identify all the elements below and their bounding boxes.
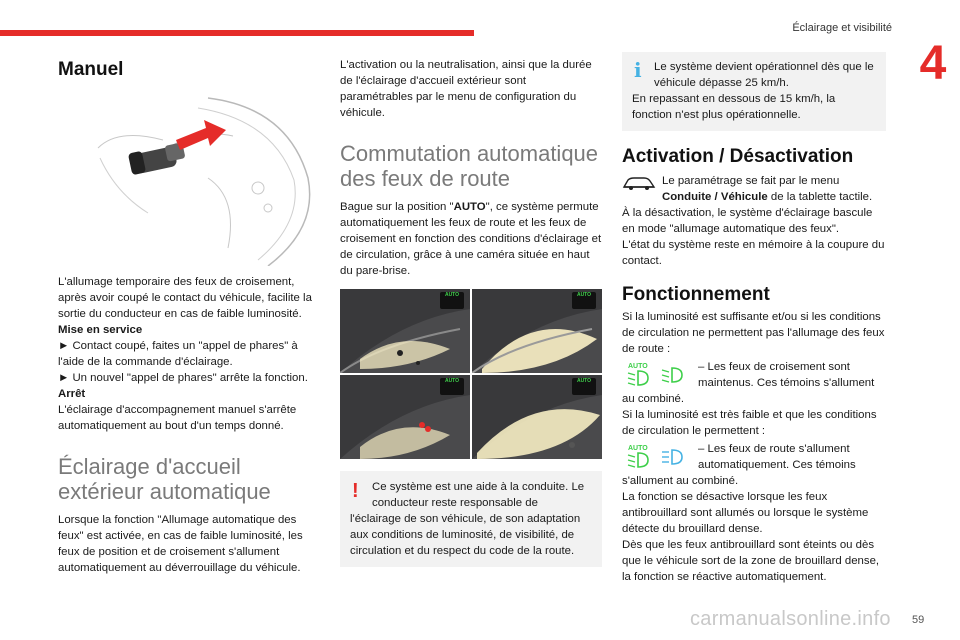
svg-text:AUTO: AUTO — [628, 363, 648, 370]
info-rest: En repassant en dessous de 15 km/h, la fonction n'est plus opérationnelle. — [632, 93, 836, 121]
telltale-badge: AUTO — [440, 292, 464, 309]
watermark: carmanualsonline.info — [690, 608, 891, 630]
warning-first-lines: Ce système est une aide à la conduite. Le conducteur reste responsable de — [372, 481, 585, 509]
info-box — [622, 52, 886, 131]
photo-low-beam-following — [340, 375, 470, 459]
manuel-step-2: ► Un nouvel "appel de phares" arrête la fonction. — [58, 372, 308, 384]
header-accent-bar — [0, 30, 474, 36]
chapter-number: 4 — [919, 37, 947, 90]
photo-high-beam-empty-road — [472, 289, 602, 373]
bullet-low-beam-text: – Les feux de croisement sont maintenus. Ces témoins s'allument — [698, 361, 875, 389]
telltale-badge: AUTO — [572, 292, 596, 309]
warning-icon: ! — [352, 480, 359, 502]
section-title: Éclairage et visibilité — [792, 22, 892, 34]
arret-label: Arrêt — [58, 388, 86, 400]
heading-fonctionnement: Fonctionnement — [622, 284, 770, 305]
accueil-config-text: L'activation ou la neutralisation, ainsi que la durée de l'éclairage d'accueil extérieur sont paramétrables par le menu de configuration du véhicule. — [340, 59, 592, 119]
info-icon: i — [634, 58, 642, 82]
reactivation-text: Dès que les feux antibrouillard sont éteints ou dès que le véhicule sort de la zone de brouillard dense, la fonction se réactive automatiquement. — [622, 539, 880, 583]
svg-text:AUTO: AUTO — [628, 445, 648, 452]
photo-high-beam-curve — [472, 375, 602, 459]
photo-low-beam-oncoming — [340, 289, 470, 373]
column-2 — [340, 52, 602, 567]
memory-text: L'état du système reste en mémoire à la coupure du contact. — [622, 239, 885, 267]
headlight-photo-grid — [340, 289, 602, 459]
manuel-step-1: ► Contact coupé, faites un "appel de phares" à l'aide de la commande d'éclairage. — [58, 340, 298, 368]
warning-rest: l'éclairage de son véhicule, de son adaptation aux conditions de luminosité, de visibilité, de circulation et du respect du code de la route. — [350, 513, 581, 557]
bullet-high-beam-row — [622, 441, 886, 473]
heading-manuel: Manuel — [58, 59, 124, 80]
bullet-low-beam-row — [622, 359, 886, 391]
info-first: Le système devient opérationnel dès que le véhicule dépasse 25 km/h. — [654, 61, 874, 89]
page-number: 59 — [912, 614, 925, 626]
deactivation-text: À la désactivation, le système d'éclairage bascule en mode "allumage automatique des feux". — [622, 207, 873, 235]
column-3 — [622, 52, 886, 585]
warning-box — [340, 471, 602, 567]
telltale-badge: AUTO — [440, 378, 464, 395]
high-beam-telltales-icon — [622, 441, 694, 471]
param-row — [622, 173, 886, 205]
steering-stalk-icon — [58, 88, 320, 266]
heading-activation: Activation / Désactivation — [622, 146, 854, 167]
accueil-text: Lorsque la fonction "Allumage automatique des feux" est activée, en cas de faible luminosité, les feux de position et de croisement s'allument automatiquement au déverrouillage du véhicule. — [58, 514, 303, 574]
param-text: Le paramétrage se fait par le menu Conduite / Véhicule de la tablette tactile. — [662, 175, 873, 203]
telltale-badge: AUTO — [572, 378, 596, 395]
arret-text: L'éclairage d'accompagnement manuel s'arrête automatiquement au bout d'un temps donné. — [58, 404, 297, 432]
bullet-low-beam-rest: au combiné. — [622, 393, 685, 405]
bullet-high-beam-rest: s'allument au combiné. — [622, 475, 739, 487]
heading-commutation: Commutation automatique des feux de route — [340, 141, 599, 191]
illustration-light-stalk — [58, 88, 320, 266]
bullet-high-beam-text: – Les feux de route s'allument automatiquement. Ces témoins — [698, 443, 856, 471]
fonct-intro: Si la luminosité est suffisante et/ou si les conditions de circulation ne permettent pas l'allumage des feux de route : — [622, 311, 885, 355]
bague-text: Bague sur la position "AUTO", ce système permute automatiquement les feux de route et les feux de croisement en fonction des conditions d'éclairage et de circulation, grâce à une caméra située en haut du pare-brise. — [340, 201, 602, 277]
low-beam-telltales-icon — [622, 359, 694, 389]
column-1 — [58, 52, 320, 576]
car-settings-icon — [622, 173, 660, 193]
low-light-text: Si la luminosité est très faible et que les conditions de circulation le permettent : — [622, 409, 877, 437]
heading-eclairage-accueil: Éclairage d'accueil extérieur automatique — [58, 454, 271, 504]
manuel-intro: L'allumage temporaire des feux de croisement, après avoir coupé le contact du véhicule, facilite la sortie du conducteur en cas de faible luminosité. — [58, 276, 312, 320]
antifog-text: La fonction se désactive lorsque les feux antibrouillard sont allumés ou lorsque le système détecte du brouillard dense. — [622, 491, 869, 535]
mise-en-service-label: Mise en service — [58, 324, 143, 336]
